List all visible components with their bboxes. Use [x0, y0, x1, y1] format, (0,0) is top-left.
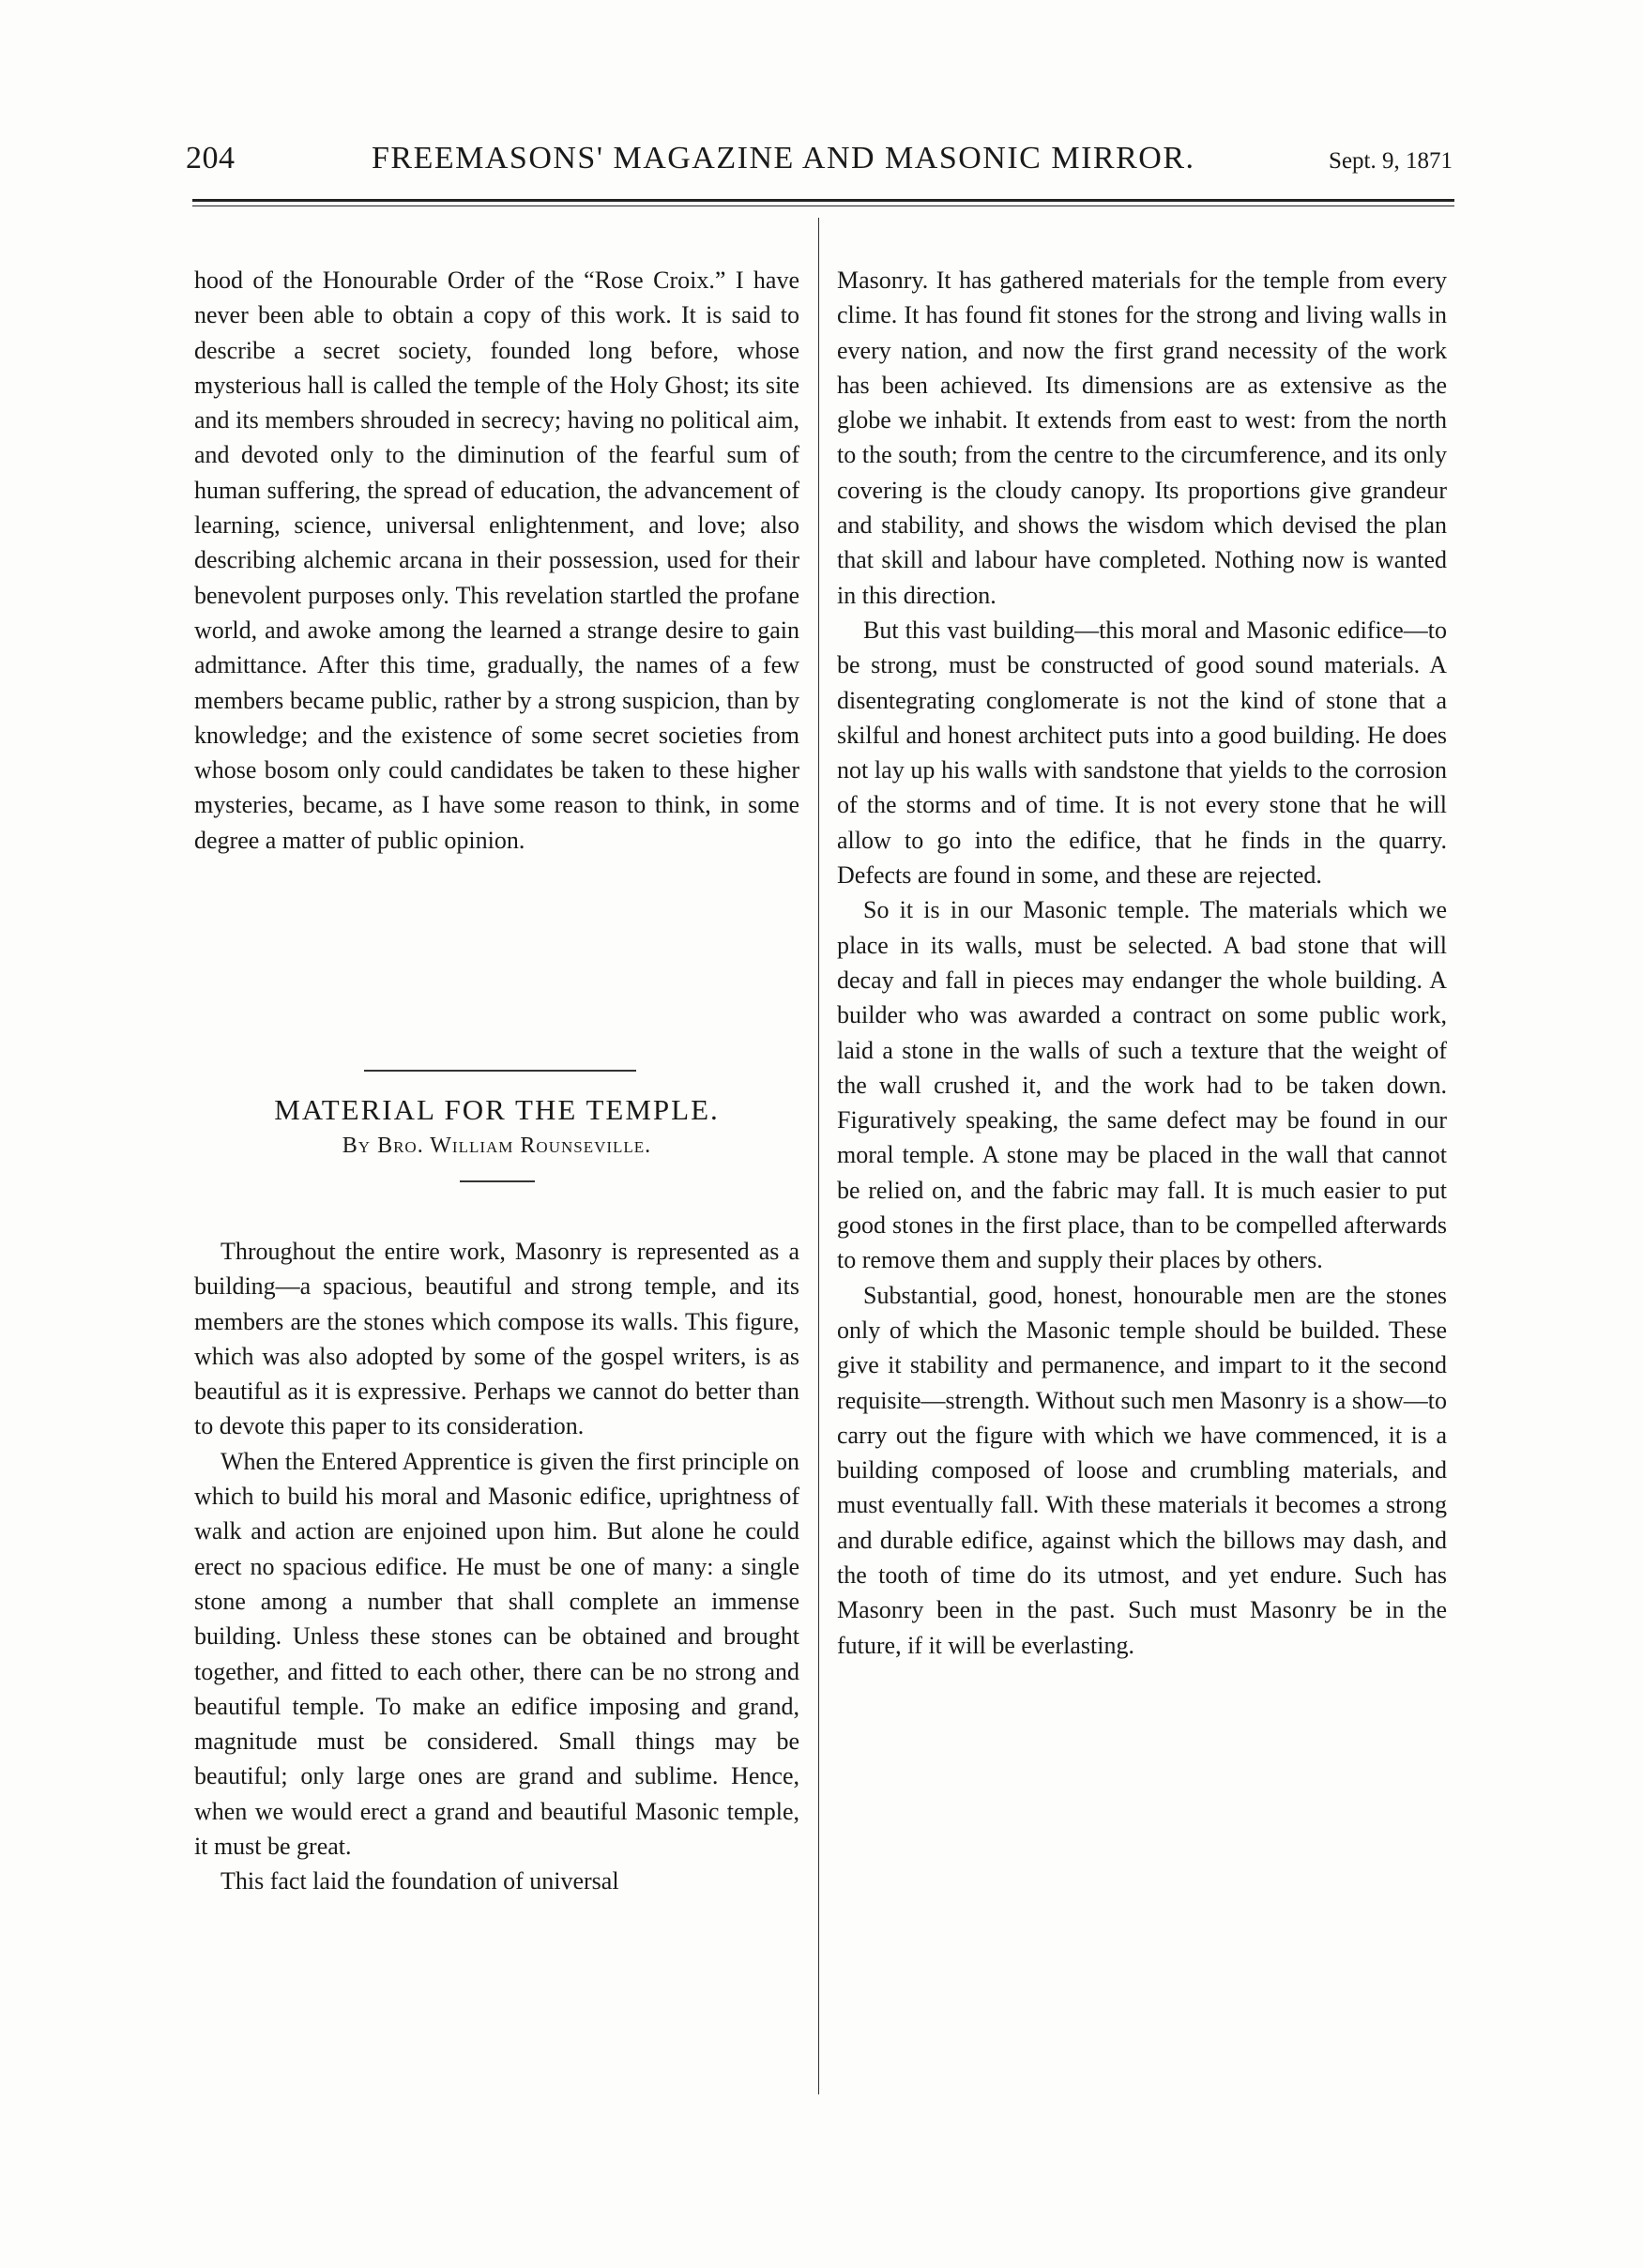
right-column: [837, 263, 1447, 1663]
header-rule-thin: [192, 205, 1454, 206]
article-body-left: [194, 1234, 799, 1899]
left-continuation-paragraph: hood of the Honourable Order of the “Rose Croix.” I have never been able to obtain a copy of this work. It is said to describe a secret society, founded long before, whose mysterious hall is called the temple of the Holy Ghost; its site and its members shrouded in secrecy; having no political aim, and devoted only to the diminution of the fearful sum of human suffering, the spread of education, the advancement of learning, science, universal enlightenment, and love; also describing alchemic arcana in their possession, used for their benevolent purposes only. This revelation startled the profane world, and awoke among the learned a strange desire to gain admittance. After this time, gradually, the names of a few members became public, rather by a strong suspicion, than by knowledge; and the existence of some secret societies from whose bosom only could candidates be taken to these higher mysteries, became, as I have some reason to think, in some degree a matter of public opinion.: [194, 266, 799, 854]
article-paragraph: But this vast building—this moral and Masonic edifice—to be strong, must be constructed of good sound materials. A disentegrating conglomerate is not the kind of stone that a skilful and honest architect puts into a good building. He does not lay up his walls with sandstone that yields to the corrosion of the storms and of time. It is not every stone that he will allow to go into the edifice, that he finds in the quarry. Defects are found in some, and these are rejected.: [837, 616, 1447, 890]
header-rule-thick: [192, 199, 1454, 202]
article-paragraph: When the Entered Apprentice is given the first principle on which to build his moral and Masonic edifice, uprightness of walk and action are enjoined upon him. But alone he could erect no spacious edifice. He must be one of many: a single stone among a number that shall complete an immense building. Unless these stones can be obtained and brought together, and fitted to each other, there can be no strong and beautiful temple. To make an edifice imposing and grand, magnitude must be considered. Small things may be beautiful; only large ones are grand and sublime. Hence, when we would erect a grand and beautiful Masonic temple, it must be great.: [194, 1447, 799, 1861]
page-header: [186, 141, 1453, 188]
article-paragraph: This fact laid the foundation of universal: [221, 1867, 619, 1895]
byline-rule: [460, 1180, 535, 1182]
article-byline: By Bro. William Rounseville.: [342, 1134, 652, 1158]
article-title: MATERIAL FOR THE TEMPLE.: [274, 1093, 720, 1126]
article-paragraph: Throughout the entire work, Masonry is represented as a building—a spacious, beautiful and strong temple, and its members are the stones which compose its walls. This figure, which was also adopted by some of the gospel writers, is as beautiful as it is expressive. Perhaps we cannot do better than to devote this paper to its consideration.: [194, 1238, 799, 1440]
article-paragraph: Substantial, good, honest, honourable men are the stones only of which the Masonic temple should be builded. These give it stability and permanence, and impart to it the second requisite—strength. Without such men Masonry is a show—to carry out the figure with which we have commenced, it is a building composed of loose and crumbling materials, and must eventually fall. With these materials it becomes a strong and durable edifice, against which the billows may dash, and the tooth of time do its utmost, and yet endure. Such has Masonry been in the past. Such must Masonry be in the future, if it will be everlasting.: [837, 1281, 1447, 1659]
issue-date: Sept. 9, 1871: [1329, 148, 1453, 174]
article-paragraph: So it is in our Masonic temple. The materials which we place in its walls, must be selected. A bad stone that will decay and fall in pieces may endanger the whole building. A builder who was awarded a contract on some public work, laid a stone in the walls of such a texture that the weight of the wall crushed it, and the work had to be taken down. Figuratively speaking, the same defect may be found in our moral temple. A stone may be placed in the wall that cannot be relied on, and the fabric may fall. It is much easier to put good stones in the first place, than to be compelled afterwards to remove them and supply their places by others.: [837, 896, 1447, 1274]
column-divider: [818, 218, 819, 2094]
running-title: FREEMASONS' MAGAZINE AND MASONIC MIRROR.: [372, 141, 1195, 175]
page-number: 204: [186, 141, 236, 175]
right-continuation-paragraph: Masonry. It has gathered materials for the temple from every clime. It has found fit stones for the strong and living walls in every nation, and now the first grand necessity of the work has been achieved. Its dimensions are as extensive as the globe we inhabit. It extends from east to west: from the north to the south; from the centre to the circumference, and its only covering is the cloudy canopy. Its proportions give grandeur and stability, and shows the wisdom which devised the plan that skill and labour have completed. Nothing now is wanted in this direction.: [837, 266, 1447, 609]
section-divider-rule: [364, 1070, 636, 1072]
left-column: [194, 263, 799, 858]
